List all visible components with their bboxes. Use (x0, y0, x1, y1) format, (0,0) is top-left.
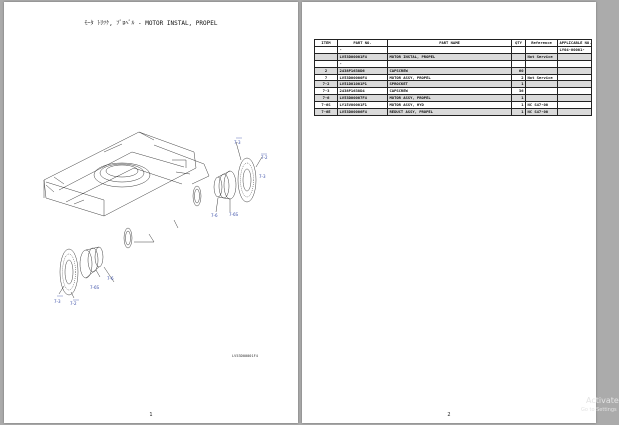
cell-applicable-no (558, 74, 592, 81)
callout-7-3-top: 7-3 (234, 140, 241, 145)
cell-item: 7-6S (315, 102, 338, 109)
callout-7-6-bottom: 7-6 (107, 276, 114, 281)
cell-item: 7-2 (315, 81, 338, 88)
table-row (315, 53, 592, 60)
cell-part-no: - (338, 46, 388, 53)
cell-item: 7-6E (315, 109, 338, 116)
cell-applicable-no (558, 60, 592, 67)
cell-part-name: REDUCT ASSY, PROPEL (388, 109, 512, 116)
cell-part-no: - (338, 60, 388, 67)
table-row (315, 81, 592, 88)
callout-7-3-bottom: 7-3 (54, 299, 61, 304)
cell-reference: Not Service (526, 74, 558, 81)
cell-part-no: LV53D00006F4 (338, 109, 388, 116)
cell-item: 7-6 (315, 95, 338, 102)
col-header-reference: Reference (526, 40, 558, 47)
page-number: 1 (149, 412, 153, 418)
callout-7-3-right: 7-3 (259, 174, 266, 179)
cell-reference: NC S47-00 (526, 109, 558, 116)
cell-applicable-no (558, 95, 592, 102)
cell-applicable-no (558, 88, 592, 95)
col-header-part-no: PART NO. (338, 40, 388, 47)
callout-7-6s-bottom: 7-6S (90, 285, 100, 290)
parts-table (314, 39, 592, 116)
table-row (315, 109, 592, 116)
cell-part-name: CAPSCREW (388, 88, 512, 95)
cell-applicable-no (558, 53, 592, 60)
cell-qty (512, 53, 526, 60)
cell-applicable-no (558, 102, 592, 109)
cell-part-name: CAPSCREW (388, 67, 512, 74)
cell-item (315, 53, 338, 60)
callout-7-2-top: 7-2 (261, 155, 268, 160)
page-number: 2 (447, 412, 451, 418)
cell-qty: 1 (512, 109, 526, 116)
table-row (315, 60, 592, 67)
cell-reference: NC S47-00 (526, 102, 558, 109)
cell-item: 7 (315, 74, 338, 81)
cell-part-name: MOTOR INSTAL, PROPEL (388, 53, 512, 60)
col-header-qty: QTY (512, 40, 526, 47)
callout-7-6-top: 7-6 (211, 213, 218, 218)
page-title: ﾓｰﾀ ﾄﾘﾂｹ, ﾌﾟﾛﾍﾟﾙ - MOTOR INSTAL, PROPEL (84, 20, 218, 27)
cell-part-no: LV53D00000F4 (338, 74, 388, 81)
cell-applicable-no (558, 109, 592, 116)
cell-part-name: MOTOR ASSY, PROPEL (388, 74, 512, 81)
cell-item (315, 46, 338, 53)
col-header-item: ITEM (315, 40, 338, 47)
cell-applicable-no (558, 67, 592, 74)
cell-qty: 36 (512, 88, 526, 95)
activation-watermark-sub: Go to Settings (581, 407, 617, 413)
table-row (315, 46, 592, 53)
cell-qty (512, 60, 526, 67)
cell-qty: 1 (512, 102, 526, 109)
cell-reference (526, 88, 558, 95)
cell-part-name (388, 60, 512, 67)
cell-applicable-no (558, 81, 592, 88)
cell-part-no: LV51D01001P1 (338, 81, 388, 88)
cell-part-no: LY15V00001F1 (338, 102, 388, 109)
callout-7-6s-top: 7-6S (229, 212, 239, 217)
cell-qty: 1 (512, 95, 526, 102)
col-header-applicable-no: APPLICABLE NO. (559, 40, 592, 45)
exploded-parts-diagram (4, 2, 298, 423)
parts-list-page (302, 2, 596, 423)
cell-part-name: SPROCKET (388, 81, 512, 88)
cell-part-name: MOTOR ASSY, HYD (388, 102, 512, 109)
table-row (315, 88, 592, 95)
cell-reference (526, 60, 558, 67)
cell-part-no: LV53D00001F4 (338, 53, 388, 60)
cell-part-no: 2438P1638D4 (338, 88, 388, 95)
cell-reference (526, 95, 558, 102)
table-header-row (315, 40, 592, 47)
cell-item (315, 60, 338, 67)
cell-qty (512, 46, 526, 53)
cell-qty: 1 (512, 81, 526, 88)
table-row (315, 74, 592, 81)
cell-qty: 60 (512, 67, 526, 74)
col-header-part-name: PART NAME (388, 40, 512, 47)
drawing-code: LV53D00001F4 (232, 354, 258, 358)
cell-applicable-no: LY04-00001- (558, 46, 592, 53)
cell-reference (526, 46, 558, 53)
cell-item: 7-3 (315, 88, 338, 95)
cell-part-no: LV53D00007F4 (338, 95, 388, 102)
cell-reference (526, 81, 558, 88)
activation-watermark: Activate (586, 396, 619, 405)
cell-part-name (388, 46, 512, 53)
cell-reference (526, 67, 558, 74)
table-row (315, 102, 592, 109)
cell-part-no: 2438P1638D6 (338, 67, 388, 74)
diagram-page (4, 2, 298, 423)
cell-part-name: MOTOR ASSY, PROPEL (388, 95, 512, 102)
cell-reference: Not Service (526, 53, 558, 60)
callout-7-2-bottom: 7-2 (70, 301, 77, 306)
table-row (315, 67, 592, 74)
table-row (315, 95, 592, 102)
cell-qty: 2 (512, 74, 526, 81)
cell-item: 2 (315, 67, 338, 74)
